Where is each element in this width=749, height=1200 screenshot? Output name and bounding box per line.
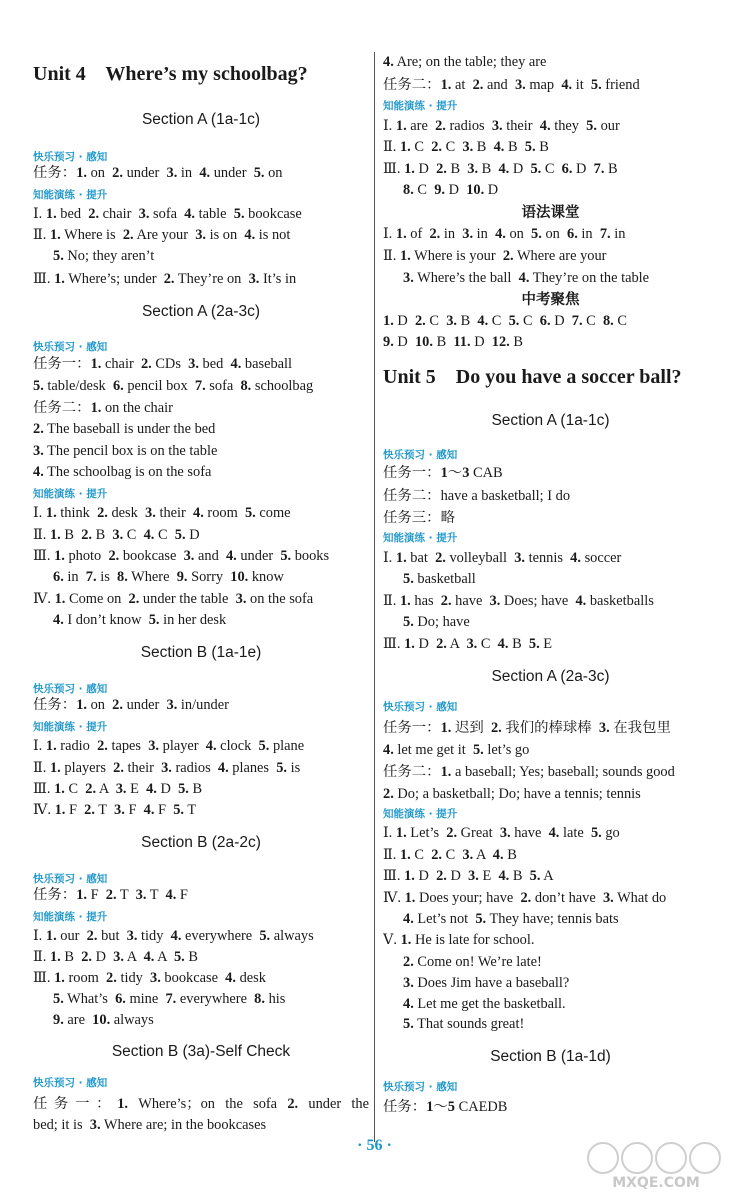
item-number: 3. bbox=[114, 802, 125, 818]
exercise-tag: 知能演练 · 提升 bbox=[383, 808, 458, 820]
item-number: 9. bbox=[176, 569, 188, 585]
answer-line: Ⅲ. 1. D 2. A 3. C 4. B 5. E bbox=[383, 636, 553, 652]
answer-line: Ⅰ. 1. are 2. radios 3. their 4. they 5. our bbox=[383, 118, 620, 134]
item-number: 1. bbox=[404, 890, 416, 906]
item-number: 3. bbox=[112, 527, 124, 543]
answer-line: Ⅲ. 1. D 2. D 3. E 4. B 5. A bbox=[383, 868, 554, 884]
item-number: 3. bbox=[248, 271, 260, 287]
answer-line: 4. The schoolbag is on the sofa bbox=[33, 464, 212, 480]
item-number: 3. bbox=[462, 847, 474, 863]
watermark-logo bbox=[581, 1140, 731, 1192]
item-number: 2. bbox=[436, 636, 447, 652]
answer-line: Ⅲ. 1. D 2. B 3. B 4. D 5. C 6. D 7. B bbox=[383, 161, 618, 177]
item-number: 6. bbox=[561, 161, 573, 177]
item-number: 1 bbox=[426, 1099, 434, 1115]
unit-title: Unit 5 Do you have a soccer ball? bbox=[383, 366, 682, 388]
answer-line: Ⅳ. 1. Does your; have 2. don’t have 3. What do bbox=[383, 890, 667, 906]
item-number: 1. bbox=[440, 77, 452, 93]
item-number: 5. bbox=[508, 313, 520, 329]
item-number: 3. bbox=[113, 949, 124, 965]
exercise-tag: 知能演练 · 提升 bbox=[33, 189, 108, 201]
item-number: 1. bbox=[399, 593, 411, 609]
item-number: 5. bbox=[53, 248, 64, 264]
item-number: 1. bbox=[399, 847, 411, 863]
item-number: 2. bbox=[520, 890, 532, 906]
answer-line: 2. The baseball is under the bed bbox=[33, 421, 216, 437]
item-number: 3. bbox=[126, 928, 138, 944]
answer-line: 8. C 9. D 10. D bbox=[403, 182, 499, 198]
item-number: 4. bbox=[548, 825, 560, 841]
item-number: 9. bbox=[53, 1012, 64, 1028]
answer-line: 任务：1. on 2. under 3. in/under bbox=[33, 697, 229, 713]
answer-line: 任务一：1. 迟到 2. 我们的棒球棒 3. 在我包里 bbox=[383, 720, 671, 736]
item-number: 3. bbox=[466, 636, 478, 652]
item-number: 4. bbox=[230, 356, 242, 372]
answer-line: 任务二：1. on the chair bbox=[33, 400, 173, 416]
item-number: 4. bbox=[383, 742, 394, 758]
item-number: 1. bbox=[440, 720, 452, 736]
item-number: 5. bbox=[178, 781, 189, 797]
item-number: 7. bbox=[593, 161, 605, 177]
item-number: 2. bbox=[436, 868, 447, 884]
item-number: 2. bbox=[435, 118, 446, 134]
item-number: 4. bbox=[184, 206, 195, 222]
item-number: 2. bbox=[106, 970, 117, 986]
item-number: 4. bbox=[492, 847, 504, 863]
item-number: 2. bbox=[108, 548, 120, 564]
item-number: 2. bbox=[414, 313, 426, 329]
item-number: 7. bbox=[599, 226, 611, 242]
item-number: 2. bbox=[490, 720, 502, 736]
item-number: 5. bbox=[259, 928, 271, 944]
answer-line: 2. Do; a basketball; Do; have a tennis; tennis bbox=[383, 786, 641, 802]
item-number: 2. bbox=[97, 738, 108, 754]
answer-line: 任务：1. F 2. T 3. T 4. F bbox=[33, 887, 188, 903]
item-number: 5. bbox=[531, 226, 542, 242]
item-number: 4. bbox=[497, 636, 509, 652]
answer-line: 4. Let me get the basketball. bbox=[403, 996, 566, 1012]
item-number: 4. bbox=[575, 593, 587, 609]
item-number: 4. bbox=[225, 548, 237, 564]
item-number: 4. bbox=[403, 996, 414, 1012]
item-number: 6. bbox=[539, 313, 551, 329]
item-number: 3. bbox=[89, 1117, 101, 1133]
item-number: 1. bbox=[45, 738, 57, 754]
item-number: 8. bbox=[403, 182, 414, 198]
item-number: 1. bbox=[45, 928, 57, 944]
subsection-heading: 中考聚焦 bbox=[521, 292, 580, 308]
item-number: 5. bbox=[586, 118, 597, 134]
section-heading: Section B (1a-1e) bbox=[140, 644, 262, 661]
item-number: 7. bbox=[194, 378, 206, 394]
item-number: 3. bbox=[514, 77, 526, 93]
item-number: 5 bbox=[447, 1099, 455, 1115]
answer-line: 3. The pencil box is on the table bbox=[33, 443, 218, 459]
item-number: 1. bbox=[400, 932, 412, 948]
answer-line: Ⅳ. 1. Come on 2. under the table 3. on the sofa bbox=[33, 591, 314, 607]
item-number: 2. bbox=[33, 421, 44, 437]
item-number: 1. bbox=[395, 825, 407, 841]
exercise-tag: 快乐预习 · 感知 bbox=[33, 151, 108, 163]
item-number: 3. bbox=[150, 970, 161, 986]
item-number: 7. bbox=[571, 313, 583, 329]
answer-line: Ⅲ. 1. photo 2. bookcase 3. and 4. under 5. books bbox=[33, 548, 330, 564]
item-number: 2. bbox=[97, 505, 108, 521]
answer-line: 6. in 7. is 8. Where 9. Sorry 10. know bbox=[53, 569, 284, 585]
item-number: 5. bbox=[472, 742, 484, 758]
answer-line: 5. basketball bbox=[403, 571, 476, 587]
item-number: 2. bbox=[81, 527, 92, 543]
item-number: 3. bbox=[135, 887, 147, 903]
item-number: 5. bbox=[53, 991, 64, 1007]
answer-line: 任务：1. on 2. under 3. in 4. under 5. on bbox=[33, 165, 283, 181]
item-number: 2. bbox=[86, 928, 98, 944]
exercise-tag: 知能演练 · 提升 bbox=[33, 721, 108, 733]
item-number: 1. bbox=[90, 400, 102, 416]
unit-title: Unit 4 Where’s my schoolbag? bbox=[33, 63, 308, 85]
item-number: 3. bbox=[403, 270, 414, 286]
answer-line: Ⅰ. 1. radio 2. tapes 3. player 4. clock 5. plane bbox=[33, 738, 305, 754]
item-number: 1. bbox=[54, 271, 65, 287]
item-number: 5. bbox=[244, 505, 256, 521]
item-number: 2. bbox=[502, 248, 514, 264]
item-number: 10. bbox=[230, 569, 249, 585]
item-number: 5. bbox=[174, 527, 186, 543]
item-number: 4. bbox=[403, 911, 414, 927]
item-number: 3. bbox=[138, 206, 150, 222]
exercise-tag: 快乐预习 · 感知 bbox=[33, 873, 108, 885]
answer-line: 任务三：略 bbox=[383, 510, 455, 526]
answer-line: 4. Let’s not 5. They have; tennis bats bbox=[403, 911, 619, 927]
answer-line: 任务一：1. chair 2. CDs 3. bed 4. baseball bbox=[33, 356, 293, 372]
item-number: 2. bbox=[81, 949, 92, 965]
item-number: 2. bbox=[105, 887, 117, 903]
item-number: 2. bbox=[140, 356, 152, 372]
section-heading: Section A (2a-3c) bbox=[491, 668, 610, 685]
item-number: 4. bbox=[205, 738, 217, 754]
answer-line: 5. What’s 6. mine 7. everywhere 8. his bbox=[53, 991, 286, 1007]
answer-line: 3. Where’s the ball 4. They’re on the table bbox=[403, 270, 650, 286]
item-number: 10. bbox=[414, 334, 433, 350]
answer-line: Ⅱ. 1. B 2. D 3. A 4. A 5. B bbox=[33, 949, 198, 965]
item-number: 3. bbox=[161, 760, 172, 776]
item-number: 8. bbox=[240, 378, 252, 394]
answer-line: Ⅰ. 1. our 2. but 3. tidy 4. everywhere 5. always bbox=[33, 928, 314, 944]
answer-line: Ⅰ. 1. bat 2. volleyball 3. tennis 4. soccer bbox=[383, 550, 622, 566]
item-number: 1. bbox=[54, 970, 65, 986]
item-number: 8. bbox=[117, 569, 128, 585]
item-number: 3 bbox=[462, 465, 470, 481]
item-number: 3. bbox=[602, 890, 614, 906]
item-number: 1. bbox=[49, 227, 61, 243]
item-number: 5. bbox=[403, 1016, 414, 1032]
exercise-tag: 快乐预习 · 感知 bbox=[33, 341, 108, 353]
answer-line: 4. I don’t know 5. in her desk bbox=[53, 612, 227, 628]
item-number: 4. bbox=[539, 118, 551, 134]
exercise-tag: 快乐预习 · 感知 bbox=[383, 449, 458, 461]
item-number: 7. bbox=[85, 569, 97, 585]
item-number: 4. bbox=[33, 464, 44, 480]
item-number: 5. bbox=[173, 949, 185, 965]
answer-line: 3. Does Jim have a baseball? bbox=[403, 975, 570, 991]
item-number: 1. bbox=[395, 226, 407, 242]
item-number: 4. bbox=[498, 868, 510, 884]
item-number: 3. bbox=[403, 975, 414, 991]
item-number: 8. bbox=[602, 313, 614, 329]
item-number: 4. bbox=[477, 313, 489, 329]
item-number: 2. bbox=[429, 226, 441, 242]
item-number: 3. bbox=[514, 550, 525, 566]
item-number: 1. bbox=[54, 548, 65, 564]
answer-line: Ⅲ. 1. Where’s; under 2. They’re on 3. It’s in bbox=[33, 271, 297, 287]
item-number: 3. bbox=[166, 697, 178, 713]
exercise-tag: 快乐预习 · 感知 bbox=[383, 1081, 458, 1093]
item-number: 2. bbox=[431, 139, 442, 155]
item-number: 2. bbox=[431, 847, 442, 863]
item-number: 2. bbox=[113, 760, 124, 776]
item-number: 5. bbox=[530, 161, 542, 177]
answer-line: Ⅰ. 1. bed 2. chair 3. sofa 4. table 5. bookcase bbox=[33, 206, 302, 222]
exercise-tag: 知能演练 · 提升 bbox=[33, 911, 108, 923]
answer-line: Ⅱ. 1. Where is 2. Are your 3. is on 4. is not bbox=[33, 227, 291, 243]
item-number: 5. bbox=[148, 612, 160, 628]
answer-line: 任务二：have a basketball; I do bbox=[383, 488, 571, 504]
item-number: 2. bbox=[112, 165, 123, 181]
item-number: 1. bbox=[404, 161, 415, 177]
item-number: 7. bbox=[165, 991, 177, 1007]
answer-line: Ⅱ. 1. C 2. C 3. A 4. B bbox=[383, 847, 517, 863]
answer-line: Ⅱ. 1. has 2. have 3. Does; have 4. basketballs bbox=[383, 593, 654, 609]
answer-line: 9. are 10. always bbox=[53, 1012, 154, 1028]
answer-line: 5. That sounds great! bbox=[403, 1016, 525, 1032]
answer-line: 2. Come on! We’re late! bbox=[403, 954, 542, 970]
item-number: 1. bbox=[49, 760, 61, 776]
item-number: 2. bbox=[128, 591, 140, 607]
section-heading: Section B (2a-2c) bbox=[141, 834, 261, 851]
item-number: 4. bbox=[225, 970, 236, 986]
item-number: 2. bbox=[383, 786, 394, 802]
item-number: 3. bbox=[33, 443, 44, 459]
item-number: 1. bbox=[76, 887, 87, 903]
answer-line: Ⅲ. 1. C 2. A 3. E 4. D 5. B bbox=[33, 781, 203, 797]
item-number: 2. bbox=[446, 825, 458, 841]
item-number: 1. bbox=[404, 868, 415, 884]
item-number: 6. bbox=[115, 991, 126, 1007]
item-number: 3. bbox=[491, 118, 503, 134]
item-number: 2. bbox=[122, 227, 134, 243]
item-number: 1. bbox=[399, 139, 411, 155]
answer-line: 4. Are; on the table; they are bbox=[383, 54, 547, 70]
item-number: 5. bbox=[403, 571, 414, 587]
section-heading: Section B (3a)-Self Check bbox=[111, 1043, 291, 1060]
item-number: 10. bbox=[466, 182, 485, 198]
exercise-tag: 知能演练 · 提升 bbox=[383, 532, 458, 544]
item-number: 4. bbox=[193, 505, 204, 521]
item-number: 4. bbox=[518, 270, 530, 286]
item-number: 1. bbox=[76, 165, 87, 181]
item-number: 6. bbox=[567, 226, 578, 242]
item-number: 12. bbox=[491, 334, 510, 350]
answer-line: Ⅱ. 1. players 2. their 3. radios 4. planes 5. is bbox=[33, 760, 301, 776]
answer-line: 任务一：1. Where’s；on the sofa 2. under the bbox=[33, 1096, 369, 1112]
item-number: 2. bbox=[440, 593, 452, 609]
item-number: 11. bbox=[453, 334, 471, 350]
section-heading: Section A (1a-1c) bbox=[491, 412, 610, 429]
column-divider bbox=[374, 52, 375, 1142]
item-number: 2. bbox=[163, 271, 175, 287]
answer-line: Ⅰ. 1. Let’s 2. Great 3. have 4. late 5. go bbox=[383, 825, 620, 841]
answer-line: 9. D 10. B 11. D 12. B bbox=[383, 334, 523, 350]
item-number: 3. bbox=[499, 825, 511, 841]
item-number: 4. bbox=[561, 77, 573, 93]
answer-line: 5. Do; have bbox=[403, 614, 470, 630]
item-number: 2. bbox=[85, 781, 97, 797]
answer-line: 任务一：1～3 CAB bbox=[383, 465, 503, 481]
item-number: 1. bbox=[383, 313, 394, 329]
item-number: 1. bbox=[45, 206, 57, 222]
answer-line: Ⅱ. 1. Where is your 2. Where are your bbox=[383, 248, 607, 264]
item-number: 5. bbox=[475, 911, 487, 927]
item-number: 5. bbox=[590, 825, 602, 841]
item-number: 4. bbox=[495, 226, 506, 242]
item-number: 3. bbox=[462, 226, 474, 242]
item-number: 5. bbox=[280, 548, 292, 564]
item-number: 3. bbox=[183, 548, 195, 564]
item-number: 6. bbox=[53, 569, 64, 585]
item-number: 8. bbox=[254, 991, 265, 1007]
item-number: 5. bbox=[276, 760, 288, 776]
item-number: 4. bbox=[146, 781, 157, 797]
answer-line: 5. No; they aren’t bbox=[53, 248, 155, 264]
subsection-heading: 语法课堂 bbox=[521, 205, 580, 221]
item-number: 1. bbox=[54, 802, 66, 818]
item-number: 2. bbox=[84, 802, 95, 818]
item-number: 5. bbox=[524, 139, 536, 155]
answer-line: Ⅰ. 1. of 2. in 3. in 4. on 5. on 6. in 7. in bbox=[383, 226, 626, 242]
answer-line: 1. D 2. C 3. B 4. C 5. C 6. D 7. C 8. C bbox=[383, 313, 627, 329]
item-number: 4. bbox=[244, 227, 256, 243]
item-number: 3. bbox=[446, 313, 457, 329]
item-number: 10. bbox=[92, 1012, 111, 1028]
answer-line: 4. let me get it 5. let’s go bbox=[383, 742, 530, 758]
item-number: 2. bbox=[112, 697, 123, 713]
exercise-tag: 快乐预习 · 感知 bbox=[33, 683, 108, 695]
item-number: 2. bbox=[436, 161, 447, 177]
item-number: 4. bbox=[498, 161, 510, 177]
item-number: 1. bbox=[399, 248, 411, 264]
item-number: 3. bbox=[166, 165, 178, 181]
item-number: 1. bbox=[49, 527, 61, 543]
item-number: 9. bbox=[383, 334, 394, 350]
item-number: 2. bbox=[88, 206, 100, 222]
item-number: 1 bbox=[440, 465, 448, 481]
item-number: 1. bbox=[45, 505, 57, 521]
item-number: 3. bbox=[468, 868, 479, 884]
item-number: 4. bbox=[493, 139, 505, 155]
item-number: 4. bbox=[383, 54, 394, 70]
section-heading: Section A (1a-1c) bbox=[141, 111, 261, 128]
answer-line: 5. table/desk 6. pencil box 7. sofa 8. schoolbag bbox=[33, 378, 314, 394]
item-number: 1. bbox=[395, 550, 407, 566]
section-heading: Section B (1a-1d) bbox=[490, 1048, 611, 1065]
item-number: 2. bbox=[287, 1096, 299, 1112]
answer-line: 任务二：1. at 2. and 3. map 4. it 5. friend bbox=[383, 77, 640, 93]
item-number: 5. bbox=[529, 868, 541, 884]
item-number: 5. bbox=[33, 378, 44, 394]
exercise-tag: 快乐预习 · 感知 bbox=[383, 701, 458, 713]
item-number: 1. bbox=[404, 636, 415, 652]
item-number: 4. bbox=[143, 802, 155, 818]
answer-line: 任务：1～5 CAEDB bbox=[383, 1099, 508, 1115]
item-number: 1. bbox=[76, 697, 87, 713]
item-number: 1. bbox=[54, 591, 66, 607]
exercise-tag: 快乐预习 · 感知 bbox=[33, 1077, 108, 1089]
item-number: 1. bbox=[54, 781, 65, 797]
answer-line: 任务二：1. a baseball; Yes; baseball; sounds good bbox=[383, 764, 675, 780]
item-number: 1. bbox=[117, 1096, 129, 1112]
item-number: 5. bbox=[590, 77, 602, 93]
item-number: 3. bbox=[145, 505, 156, 521]
section-heading: Section A (2a-3c) bbox=[141, 303, 261, 320]
item-number: 4. bbox=[143, 949, 155, 965]
item-number: 3. bbox=[188, 356, 199, 372]
item-number: 3. bbox=[148, 738, 160, 754]
item-number: 5. bbox=[173, 802, 185, 818]
item-number: 2. bbox=[403, 954, 414, 970]
item-number: 1. bbox=[440, 764, 452, 780]
item-number: 3. bbox=[467, 161, 479, 177]
item-number: 3. bbox=[489, 593, 501, 609]
item-number: 2. bbox=[435, 550, 446, 566]
item-number: 3. bbox=[115, 781, 127, 797]
answer-line: Ⅱ. 1. B 2. B 3. C 4. C 5. D bbox=[33, 527, 200, 543]
item-number: 4. bbox=[170, 928, 182, 944]
item-number: 3. bbox=[195, 227, 206, 243]
item-number: 5. bbox=[253, 165, 265, 181]
item-number: 3. bbox=[598, 720, 610, 736]
answer-line: Ⅲ. 1. room 2. tidy 3. bookcase 4. desk bbox=[33, 970, 266, 986]
item-number: 5. bbox=[403, 614, 414, 630]
exercise-tag: 知能演练 · 提升 bbox=[383, 100, 458, 112]
item-number: 3. bbox=[235, 591, 247, 607]
answer-line: Ⅱ. 1. C 2. C 3. B 4. B 5. B bbox=[383, 139, 549, 155]
item-number: 4. bbox=[217, 760, 229, 776]
answer-line: bed; it is 3. Where are; in the bookcases bbox=[33, 1117, 267, 1133]
item-number: 4. bbox=[165, 887, 177, 903]
item-number: 1. bbox=[90, 356, 102, 372]
item-number: 4. bbox=[199, 165, 211, 181]
answer-line: Ⅳ. 1. F 2. T 3. F 4. F 5. T bbox=[33, 802, 197, 818]
exercise-tag: 知能演练 · 提升 bbox=[33, 488, 108, 500]
item-number: 9. bbox=[434, 182, 445, 198]
watermark-text: MXQE.COM bbox=[612, 1175, 700, 1191]
item-number: 4. bbox=[143, 527, 155, 543]
item-number: 1. bbox=[395, 118, 407, 134]
item-number: 5. bbox=[528, 636, 540, 652]
item-number: 1. bbox=[49, 949, 61, 965]
item-number: 2. bbox=[472, 77, 484, 93]
item-number: 4. bbox=[53, 612, 64, 628]
item-number: 6. bbox=[112, 378, 124, 394]
answer-line: Ⅴ. 1. He is late for school. bbox=[383, 932, 535, 948]
item-number: 4. bbox=[570, 550, 581, 566]
item-number: 5. bbox=[233, 206, 245, 222]
item-number: 3. bbox=[462, 139, 474, 155]
item-number: 5. bbox=[258, 738, 270, 754]
page-number: · 56 · bbox=[357, 1137, 392, 1154]
answer-line: Ⅰ. 1. think 2. desk 3. their 4. room 5. come bbox=[33, 505, 291, 521]
